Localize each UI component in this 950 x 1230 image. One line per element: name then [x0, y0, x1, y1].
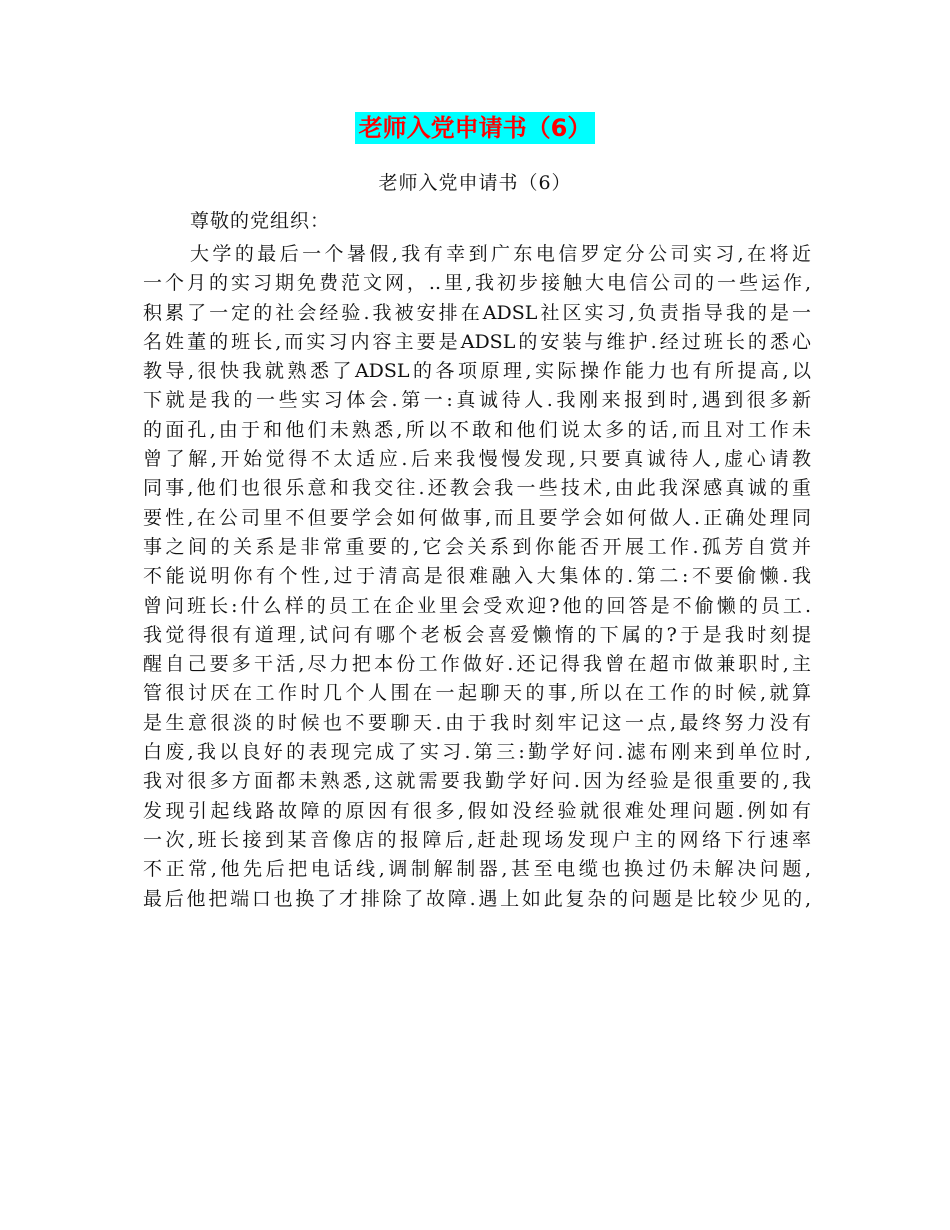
- text-line: 不能说明你有个性,过于清高是很难融入大集体的.第二:不要偷懒.我: [143, 565, 811, 588]
- text-line: 管很讨厌在工作时几个人围在一起聊天的事,所以在工作的时候,就算: [143, 682, 811, 705]
- document-title: 老师入党申请书（6）: [355, 112, 596, 144]
- text-line: 的面孔,由于和他们未熟悉,所以不敢和他们说太多的话,而且对工作未: [143, 418, 811, 441]
- text-line: 大学的最后一个暑假,我有幸到广东电信罗定分公司实习,在将近: [190, 243, 811, 265]
- text-line: 曾问班长:什么样的员工在企业里会受欢迎?他的回答是不偷懒的员工.: [143, 594, 811, 617]
- text-line: 事之间的关系是非常重要的,它会关系到你能否开展工作.孤芳自赏并: [143, 535, 811, 558]
- title-container: [0, 112, 950, 144]
- text-line: 是生意很淡的时候也不要聊天.由于我时刻牢记这一点,最终努力没有: [143, 711, 811, 734]
- text-line: 名姓董的班长,而实习内容主要是ADSL的安装与维护.经过班长的悉心: [143, 330, 811, 353]
- text-line: 白废,我以良好的表现完成了实习.第三:勤学好问.滤布刚来到单位时,: [143, 741, 811, 764]
- document-subtitle: 老师入党申请书（6）: [378, 172, 572, 194]
- text-line: 要性,在公司里不但要学会如何做事,而且要学会如何做人.正确处理同: [143, 506, 811, 529]
- text-line: 醒自己要多干活,尽力把本份工作做好.还记得我曾在超市做兼职时,主: [143, 653, 811, 676]
- text-line: 积累了一定的社会经验.我被安排在ADSL社区实习,负责指导我的是一: [143, 301, 811, 324]
- text-line: 下就是我的一些实习体会.第一:真诚待人.我刚来报到时,遇到很多新: [143, 389, 811, 412]
- text-line: 一次,班长接到某音像店的报障后,赶赴现场发现户主的网络下行速率: [143, 828, 811, 851]
- text-line: 我觉得很有道理,试问有哪个老板会喜爱懒惰的下属的?于是我时刻提: [143, 623, 811, 646]
- text-line: 不正常,他先后把电话线,调制解制器,甚至电缆也换过仍未解决问题,: [143, 858, 811, 881]
- text-line: 最后他把端口也换了才排除了故障.遇上如此复杂的问题是比较少见的,: [143, 887, 811, 910]
- text-line: 一个月的实习期免费范文网，..里,我初步接触大电信公司的一些运作,: [143, 272, 811, 295]
- text-line: 曾了解,开始觉得不太适应.后来我慢慢发现,只要真诚待人,虚心请教: [143, 448, 811, 471]
- salutation: 尊敬的党组织：: [190, 210, 331, 232]
- text-line: 发现引起线路故障的原因有很多,假如没经验就很难处理问题.例如有: [143, 799, 811, 822]
- body-text: [143, 240, 811, 914]
- text-line: 同事,他们也很乐意和我交往.还教会我一些技术,由此我深感真诚的重: [143, 477, 811, 500]
- text-line: 我对很多方面都未熟悉,这就需要我勤学好问.因为经验是很重要的,我: [143, 770, 811, 793]
- text-line: 教导,很快我就熟悉了ADSL的各项原理,实际操作能力也有所提高,以: [143, 360, 811, 383]
